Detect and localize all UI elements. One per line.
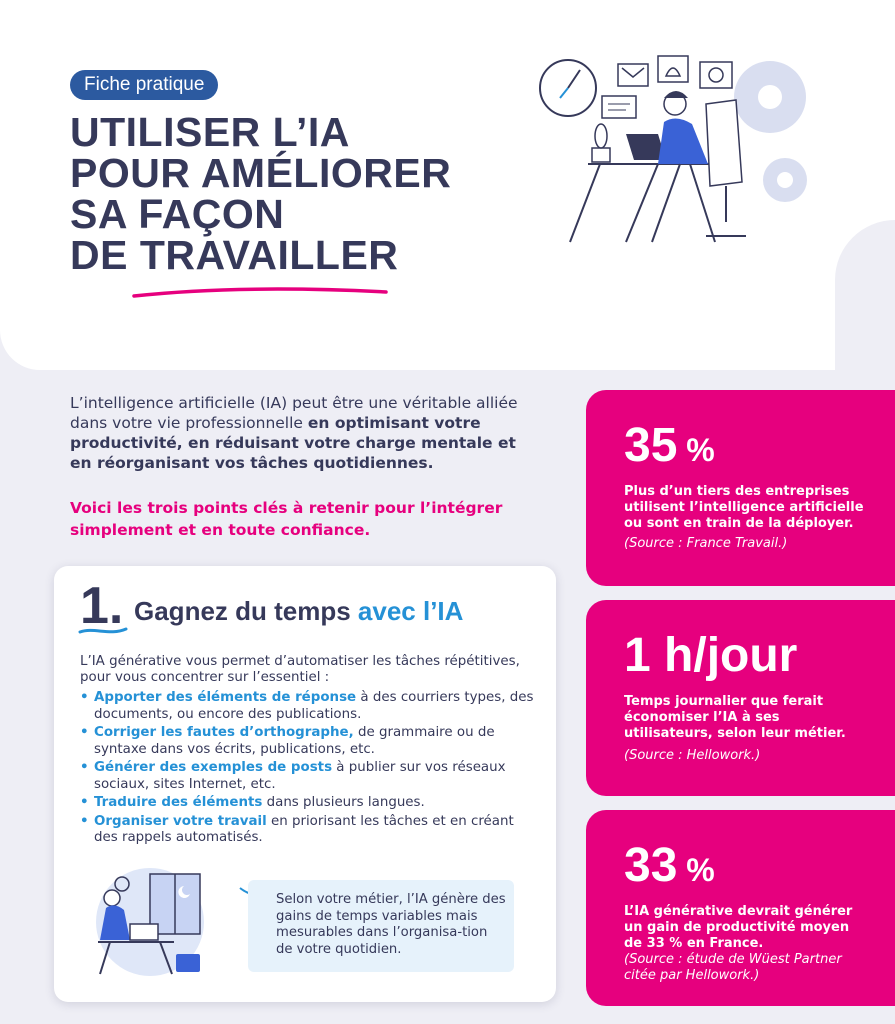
intro-call-to-action: Voici les trois points clés à retenir pour l’intégrer simplement et en toute confiance.: [70, 499, 503, 539]
category-badge: Fiche pratique: [70, 70, 218, 100]
mail-icon: [618, 64, 648, 86]
person-at-laptop-illustration: [90, 862, 220, 978]
person: [626, 91, 708, 242]
stat-description: Plus d’un tiers des entreprises utilisent l’intelligence artificielle ou sont en train de la déployer.: [624, 484, 864, 531]
stat-value: 35 %: [624, 419, 715, 472]
gear-icon: [734, 61, 807, 202]
intro-paragraph: [70, 393, 540, 473]
section-number: 1.: [80, 577, 124, 635]
stat-card-productivity: [586, 810, 895, 1006]
chat-icon: [602, 96, 636, 118]
section-lead: L’IA générative vous permet d’automatiser les tâches répétitives, pour vous concentrer sur l’essentiel :: [80, 654, 520, 685]
tip-box: [248, 880, 514, 972]
title-underline-decoration: [130, 282, 392, 302]
intro-text: L’intelligence artificielle (IA) peut être une véritable alliée dans votre vie professionnelle: [70, 394, 518, 432]
desk: [570, 164, 720, 242]
user-icon: [700, 62, 732, 88]
stat-card-time-saved: [586, 600, 895, 796]
stat-description: L’IA générative devrait générer un gain de productivité moyen de 33 % en France.: [624, 904, 853, 951]
bell-icon: [658, 56, 688, 82]
page-title: [70, 109, 452, 278]
list-item: • Générer des exemples de posts à publier sur vos réseaux sociaux, sites Internet, etc.: [80, 760, 540, 793]
stat-value: 1 h/jour: [624, 629, 798, 682]
list-item: • Organiser votre travail en priorisant les tâches et en créant des rappels automatisés.: [80, 814, 540, 847]
clock-icon: [540, 60, 596, 116]
section-card-time: [54, 566, 556, 1002]
section-heading: Gagnez du temps avec l’IA: [134, 596, 464, 626]
title-line: POUR AMÉLIORER: [70, 150, 452, 196]
stat-source: (Source : France Travail.): [624, 536, 788, 551]
stat-card-adoption: [586, 390, 895, 586]
list-item: • Apporter des éléments de réponse à des courriers types, des documents, ou encore des publications.: [80, 690, 540, 723]
stat-description: Temps journalier que ferait économiser l’IA à ses utilisateurs, selon leur métier.: [624, 694, 846, 741]
tip-text: Selon votre métier, l’IA génère des gains de temps variables mais mesurables dans l’organisa-tion de votre quotidien.: [276, 892, 506, 957]
title-line: UTILISER L’IA: [70, 109, 350, 155]
stat-source: (Source : Hellowork.): [624, 748, 761, 763]
chair: [706, 100, 746, 236]
benefits-list: [80, 690, 540, 849]
intro-bold-text: en optimisant votre productivité, en réduisant votre charge mentale et en réorganisant vos tâches quotidiennes.: [70, 414, 516, 472]
number-underline-decoration: [78, 624, 128, 638]
list-item: • Traduire des éléments dans plusieurs langues.: [80, 795, 540, 812]
plant-icon: [592, 124, 610, 162]
list-item: • Corriger les fautes d’orthographe, de grammaire ou de syntaxe dans vos écrits, publications, etc.: [80, 725, 540, 758]
title-line: SA FAÇON: [70, 191, 285, 237]
stat-source: (Source : étude de Wüest Partner citée par Hellowork.): [624, 952, 842, 983]
title-line: DE TRAVAILLER: [70, 232, 399, 278]
worker-at-desk-illustration: [530, 52, 830, 252]
stat-value: 33 %: [624, 839, 715, 892]
